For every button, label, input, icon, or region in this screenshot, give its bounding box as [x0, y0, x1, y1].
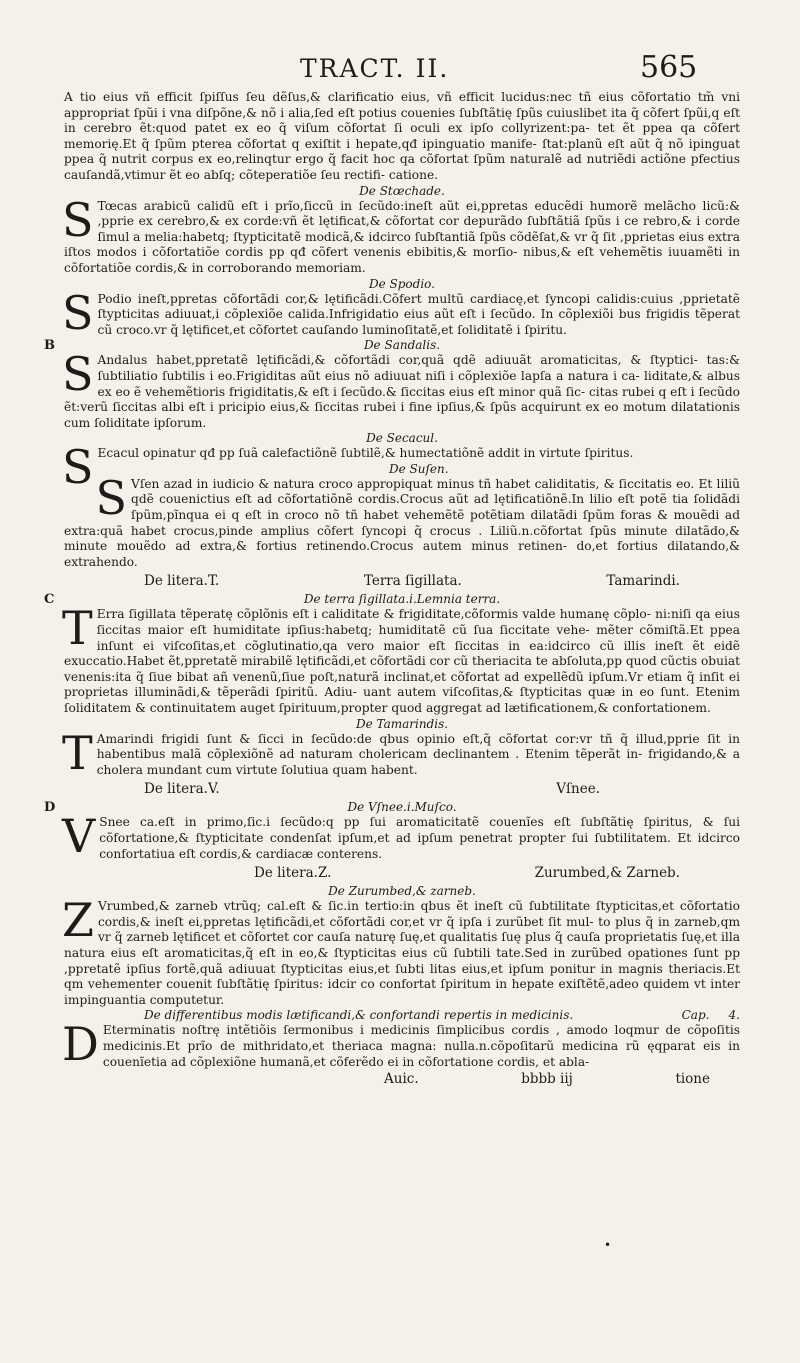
drop-cap: T — [62, 601, 93, 656]
index-entry: Tamarindi. — [606, 573, 680, 590]
section-usnee — [44, 800, 740, 864]
section-heading: De Spodio. — [368, 276, 435, 291]
section-heading: De Vſnee.i.Muſco. — [347, 800, 457, 815]
index-letter: De litera.T. — [144, 573, 220, 590]
section-text: Tœcas arabicũ calidũ eſt i prĩo,ſiccũ in ſecũdo:ineſt aũt ei,ppretas educẽdi humorẽ melãcho licũ:& ,pprie ex cerebro,& ex corde:vñ ẽt lętificat,& cõfortat cor depurãdo ſubſtãtiã ſpũs i ce rebro,& i corde ſimul a melia:habetq; ſtypticitatẽ modicã,& idcirco ſubſtantiã ſpũs cõdẽſat,& vr q̃ ſit ,pprietas eius extra iſtos modos i cõfortatiõe cordis pp qđ cõfert venenis ebibitis,& morſio- nibus,& eſt vehemẽtis iuuamẽti in cõfortatiõe cordis,& in corroborando memoriam. — [64, 198, 740, 275]
drop-cap: S — [62, 440, 94, 495]
margin-letter: D — [44, 800, 56, 816]
section-text: Vrumbed,& zarneb vtrũq; cal.eſt & ſic.in tertio:in qbus ẽt ineſt cũ ſubtilitate ſtypticitas,et cõfortatio cordis,& ineſt ei,ppretas lętificãdi,et cõfortãdi cor,et vr q̃ ipſa i zurũbet ſit mul- to plus q̃ in zarneb,qm vr q̃ zarneb lętificet et cõfortet cor cauſa naturę ſuę,et qualitatis ſuę plus q̃ cauſa proprietatis ſuę,et illa natura eius eſt aromaticitas,q̃ eſt in eo,& ſtypticitas eius cũ ſubtili tate.Sed in zurũbed opationes ſunt pp ,ppretatẽ ipſius fortẽ,quã adiuuat ſtypticitas eius,et ſubti litas eius,et ipſum ponitur in magnis theriacis.Et qm vehementer couenit ſubſtãtię ſpiritus: idcir co confortat ſpiritum in hepate exiſtẽtẽ,adeo quidem vt inter impinguantia computetur. — [64, 899, 740, 1007]
section-susen — [64, 462, 740, 571]
section-text: Ecacul opinatur qđ pp ſuã calefactiõnẽ ſubtilẽ,& humectatiõnẽ addit in virtute ſpiritus. — [97, 446, 634, 461]
section-heading: De terra ſigillata.i.Lemnia terra. — [303, 592, 501, 607]
drop-cap: S — [62, 285, 94, 340]
section-text: Amarindi frigidi ſunt & ſicci in ſecũdo:de qbus opinio eſt,q̃ cõfortat cor:vr tñ q̃ illud,pprie ſit in habentibus malã cõplexiõnẽ ad naturam cholericam declinantem . Etenim tẽperãt in- frigidando,& a cholera mundant cum virtute ſolutiua quam habent. — [96, 731, 740, 777]
section-heading: De Zurumbed,& zarneb. — [328, 884, 476, 899]
section-tamarindis — [64, 717, 740, 779]
drop-cap: S — [95, 470, 128, 525]
margin-letter: C — [44, 592, 55, 608]
page-header — [0, 50, 800, 90]
ornament-dot: • — [604, 1238, 612, 1252]
section-text: Andalus habet,ppretatẽ lętificãdi,& cõfortãdi cor,quã qdẽ adiuuãt aromaticitas, & ſtyptici- tas:& ſubtiliatio ſubtilis i eo.Frigiditas aũt eius nõ adiuuat niſi i cõplexiõe lapſa a natura i ca- liditate,& albus ex eo ẽ vehemẽtioris frigiditatis,& eſt i ſecũdo.& ſiccitas eius eſt minor quã ſic- citas rubei q eſt i ſecũdo ẽt:verũ ſiccitas albi eſt i pricipio eius,& ſiccitas rubei i fine ipſius,& ſpũs acquirunt ex eo motum dilatationis cum ſoliditate ipſorum. — [64, 353, 740, 430]
drop-cap: S — [62, 192, 94, 247]
catchword-author: Auic. — [384, 1071, 419, 1088]
catchword: tione — [675, 1071, 710, 1088]
letter-index-row — [64, 862, 740, 884]
drop-cap: T — [62, 725, 93, 780]
running-head: TRACT. II. — [300, 54, 450, 83]
letter-index-row — [64, 778, 740, 800]
section-heading: De Suſen. — [388, 461, 449, 476]
chapter-heading: De differentibus modis lætificandi,& confortandi repertis in medicinis. — [144, 1008, 574, 1023]
drop-cap: Z — [62, 893, 94, 948]
main-text — [44, 90, 741, 1088]
section-heading: De Stœchade. — [359, 183, 445, 198]
section-text: Podio ineſt,ppretas cõfortãdi cor,& lętificãdi.Cõfert multũ cardiacę,et ſyncopi calidis:cuius ,pprietatẽ ſtypticitas adiuuat,i cõplexiõe calida.Infrigidatio eius aũt eſt i ſecũdo. In cõplexiõi bus frigidis tẽperat cũ croco.vr q̃ lętificet,et cõfortet cauſando luminoſitatẽ,et ſoliditatẽ i ſpiritu. — [97, 291, 740, 337]
section-sandalis — [44, 338, 740, 431]
section-heading: De Secacul. — [366, 431, 438, 446]
opening-paragraph: A tio eius vñ efficit ſpiſſus ſeu dẽſus,& clarificatio eius, vñ efficit lucidus:nec tñ eius cõfortatio tm̃ vni appropriat ſpũi i vna diſpõne,& nõ i alia,ſed eſt potius couenies ſubſtãtię ſpũs cuiuslibet ita q̃ cõfert ſpũi,q eſt in cerebro ẽt:quod patet ex eo q̃ viſum cõfortat ſi oculi ex ipſo collyrizent:pa- tet ẽt ppea qa cõfert memorię.Et q̃ ſpũm pterea cõfortat q exiſtit i hepate,qđ ipinguatio manife- ſtat:planũ eſt aũt q̃ nõ ipinguat ppea q̃ nutrit corpus ex eo,relinqtur ergo q̃ facit hoc qa cõfortat ſpũm naturalẽ ad nutriẽdi actiõne pfectius cauſandã,vtimur ẽt eo abſq; cõteperatiõe ſeu rectifi- catione. — [64, 90, 740, 182]
drop-cap: S — [62, 347, 94, 402]
section-text: Erra ſigillata tẽperatę cõplõnis eſt i caliditate & frigiditate,cõformis valde humanę cõplo- ni:niſi qa eius ſiccitas maior eſt humiditate ipſius:habetq; humiditatẽ cũ ſua ſiccitate vehe- mẽter cõmiſtã.Et ppea inſunt ei viſcoſitas,et cõglutinatio,qa vero maior eſt ſiccitas in ea:idcirco cũ illis ineſt ẽt eidẽ exuccatio.Habet ẽt,ppretatẽ mirabilẽ lętificãdi,et cõfortãdi cor cũ theriacita te abſoluta,pp quod cũctis obuiat venenis:ita q̃ ſiue bibat añ venenũ,ſiue poſt,naturã inclinat,et cõfortat ad expellẽdũ ipſum.Vr etiam q̃ inſit ei proprietas illuminãdi,& tẽperãdi ſpiritũ. Adiu- uant autem viſcoſitas,& ſtypticitas quæ in eo ſunt. Etenim ſoliditatem & continuitatem auget ſpirituum,propter quod aggregat ad lætificationem,& confortationem. — [64, 607, 741, 715]
section-heading: De Tamarindis. — [355, 716, 449, 731]
catchwords-line — [64, 1070, 740, 1088]
section-zurumbed — [64, 884, 740, 1008]
section-heading: De Sandalis. — [363, 338, 441, 353]
chapter-heading-line — [64, 1008, 740, 1023]
letter-index-row — [64, 570, 740, 592]
drop-cap: D — [62, 1017, 99, 1072]
section-stoechade — [64, 184, 740, 277]
section-spodio — [64, 277, 740, 339]
margin-letter: B — [44, 338, 55, 354]
section-terra-sigillata — [44, 592, 741, 716]
page-number: 565 — [640, 50, 698, 85]
section-text: Snee ca.eſt in primo,ſic.i ſecũdo:q pp ſui aromaticitatẽ couenĩes eſt ſubſtãtię ſpiritus, & ſui cõfortatione,& ſtypticitate condenſat ipſum,et ad ipſum penetrat propter ſui ſubtilitatem. Et idcirco confortatiua eſt cordis,& cardiacæ conterens. — [99, 815, 740, 861]
chapter-label: Cap. — [681, 1008, 710, 1023]
section-text: Vſen azad in iudicio & natura croco appropiquat minus tñ habet caliditatis, & ſiccitatis eo. Et liliũ qdẽ couenictius eſt ad cõfortatiõnẽ cordis.Crocus aũt ad lętificatiõnẽ.In lilio eſt potẽ tia ſolidãdi ſpũm,pĩnqua ei q eſt in croco nõ tñ habet vehemẽtẽ potẽtiam dilatãdi ſpũm foras & mouẽdi ad extra:quã habet crocus,pinde amplius cõfert ſyncopi q̃ crocus . Liliũ.n.cõfortat ſpũs minute dilatãdo,& minute mouẽdo ad extra,& fortius retinendo.Crocus autem minus retinen- do,et fortius dilatando,& extrahendo. — [64, 476, 740, 569]
index-letter: De litera.Z. — [254, 865, 332, 882]
signature-mark: bbbb iij — [521, 1071, 573, 1088]
chapter-number: 4. — [728, 1008, 740, 1023]
index-entry: Zurumbed,& Zarneb. — [534, 865, 680, 882]
index-entry: Vſnee. — [556, 781, 600, 798]
index-letter: De litera.V. — [144, 781, 220, 798]
section-chapter-4 — [64, 1008, 740, 1070]
index-entry: Terra ſigillata. — [363, 573, 462, 590]
drop-cap: V — [62, 809, 96, 864]
section-text: Eterminatis noſtrę intẽtiõis ſermonibus i medicinis ſimplicibus cordis , amodo loqmur de cõpoſitis medicinis.Et prĩo de mithridato,et theriaca magna: nulla.n.cõpoſitarũ medicina rũ ęqparat eis in couenĩetia ad cõplexiõne humanã,et cõferẽdo ei in cõfortatione cordis, et abla- — [102, 1023, 740, 1069]
